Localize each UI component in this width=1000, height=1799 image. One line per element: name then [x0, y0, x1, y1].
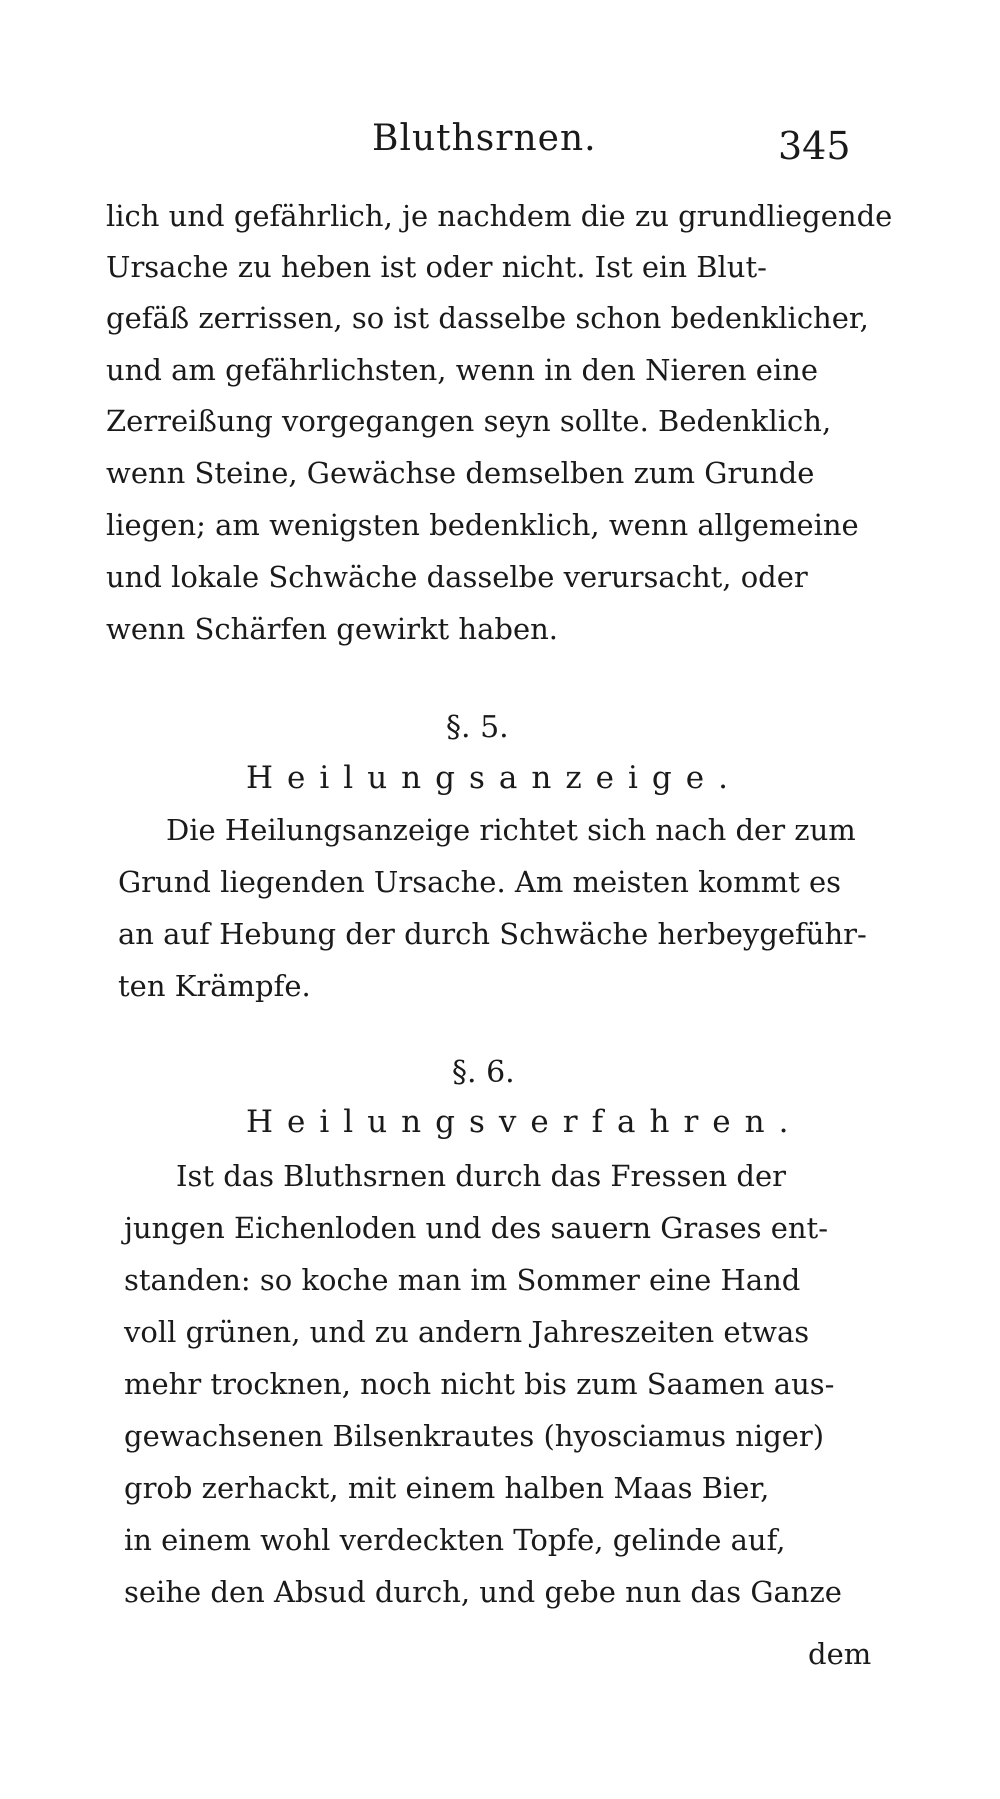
text-line: gewachsenen Bilsenkrautes (hyosciamus niger)	[124, 1419, 825, 1453]
running-head: Bluthsrnen.	[372, 118, 597, 159]
section-heading: Heilungsverfahren.	[246, 1104, 803, 1140]
text-line: wenn Schärfen gewirkt haben.	[106, 612, 559, 646]
text-line: und am gefährlichsten, wenn in den Nieren eine	[106, 353, 819, 387]
text-line: jungen Eichenloden und des sauern Grases ent-	[124, 1211, 829, 1245]
catchword: dem	[808, 1637, 872, 1671]
text-line: Grund liegenden Ursache. Am meisten kommt es	[118, 865, 842, 899]
page-number: 345	[778, 124, 851, 168]
text-line: grob zerhackt, mit einem halben Maas Bier,	[124, 1471, 770, 1505]
text-line: seihe den Absud durch, und gebe nun das Ganze	[124, 1575, 842, 1609]
text-line: wenn Steine, Gewächse demselben zum Grunde	[106, 456, 815, 490]
text-line: mehr trocknen, noch nicht bis zum Saamen aus-	[124, 1367, 835, 1401]
text-line: gefäß zerrissen, so ist dasselbe schon bedenklicher,	[106, 301, 869, 335]
text-line: in einem wohl verdeckten Topfe, gelinde auf,	[124, 1523, 786, 1557]
text-line: ten Krämpfe.	[118, 969, 311, 1003]
text-line: Zerreißung vorgegangen seyn sollte. Bedenklich,	[106, 404, 832, 438]
text-line: lich und gefährlich, je nachdem die zu grundliegende	[106, 199, 893, 233]
section-heading: Heilungsanzeige.	[246, 760, 742, 796]
text-line: liegen; am wenigsten bedenklich, wenn allgemeine	[106, 508, 859, 542]
section-number: §. 5.	[446, 710, 509, 745]
text-line: standen: so koche man im Sommer eine Hand	[124, 1263, 801, 1297]
text-line: Ist das Bluthsrnen durch das Fressen der	[176, 1159, 786, 1193]
text-line: Die Heilungsanzeige richtet sich nach der zum	[166, 813, 856, 847]
text-line: an auf Hebung der durch Schwäche herbeygeführ-	[118, 917, 867, 951]
text-line: voll grünen, und zu andern Jahreszeiten etwas	[124, 1315, 810, 1349]
section-number: §. 6.	[452, 1055, 515, 1090]
text-line: Ursache zu heben ist oder nicht. Ist ein Blut-	[106, 250, 767, 284]
text-line: und lokale Schwäche dasselbe verursacht, oder	[106, 560, 808, 594]
